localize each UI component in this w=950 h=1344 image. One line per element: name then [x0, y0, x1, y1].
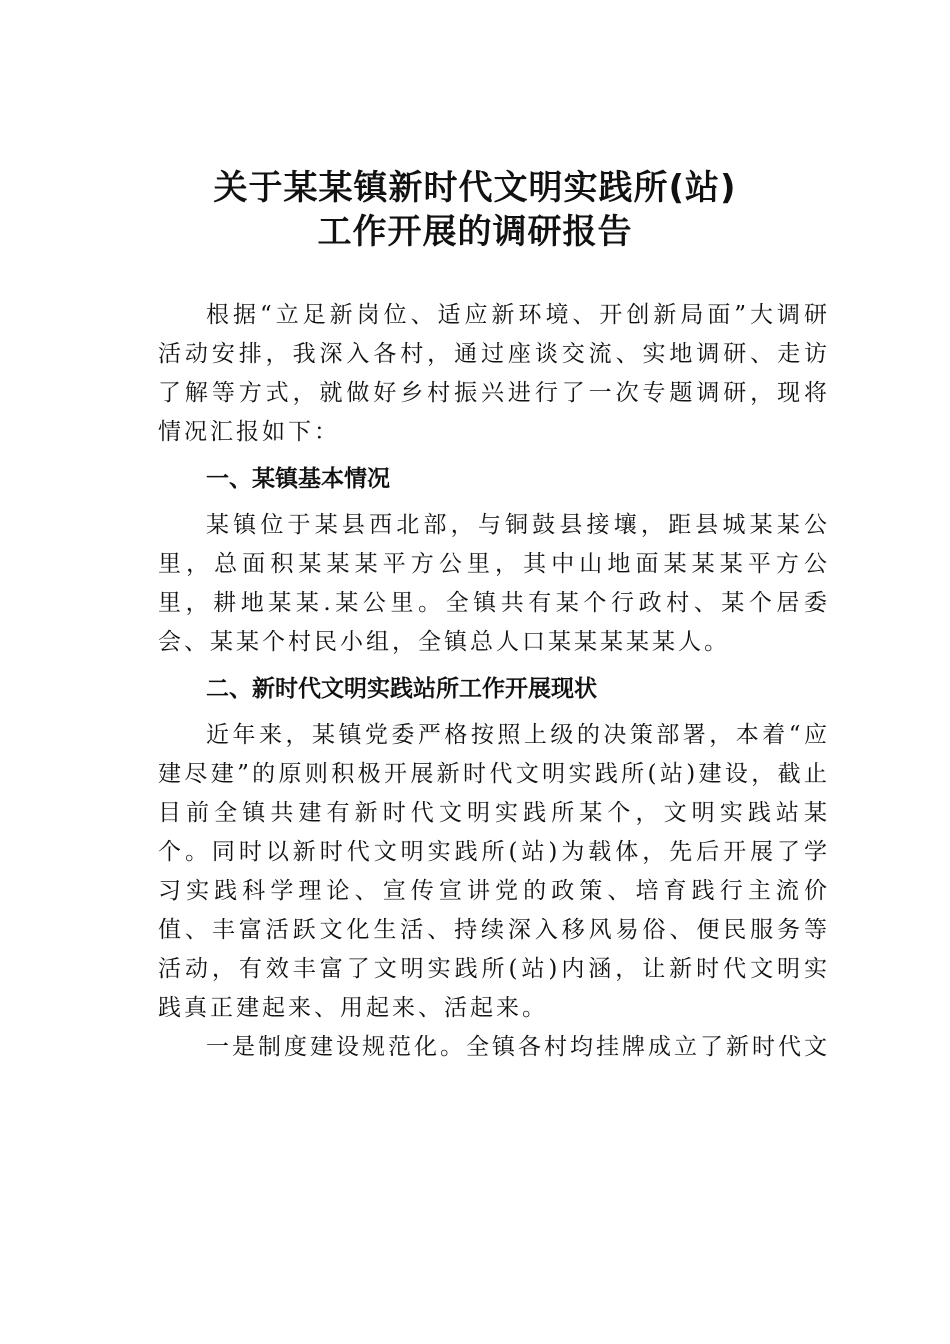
section-2-heading: 二、新时代文明实践站所工作开展现状 — [206, 676, 597, 702]
intro-paragraph: 根据“立足新岗位、适应新环境、开创新局面”大调研活动安排，我深入各村，通过座谈交流、实地调研、走访了解等方式，就做好乡村振兴进行了一次专题调研，现将情况汇报如下： — [158, 302, 830, 445]
section-1-heading: 一、某镇基本情况 — [206, 466, 390, 492]
document-body — [158, 296, 830, 1067]
document-title-line-1: 关于某某镇新时代文明实践所(站) — [213, 168, 737, 208]
section-2-point-1-paragraph: 一是制度建设规范化。全镇各村均挂牌成立了新时代文 — [206, 1034, 830, 1060]
section-2-paragraph: 近年来，某镇党委严格按照上级的决策部署，本着“应建尽建”的原则积极开展新时代文明实践所(站)建设，截止目前全镇共建有新时代文明实践所某个，文明实践站某个。同时以新时代文明实践所(站)为载体，先后开展了学习实践科学理论、宣传宣讲党的政策、培育践行主流价值、丰富活跃文化生活、持续深入移风易俗、便民服务等活动，有效丰富了文明实践所(站)内涵，让新时代文明实践真正建起来、用起来、活起来。 — [158, 722, 830, 1021]
document-title-line-2: 工作开展的调研报告 — [317, 212, 633, 252]
section-1-paragraph: 某镇位于某县西北部，与铜鼓县接壤，距县城某某公里，总面积某某某平方公里，其中山地面某某某平方公里，耕地某某.某公里。全镇共有某个行政村、某个居委会、某某个村民小组，全镇总人口某某某某某人。 — [158, 512, 830, 655]
